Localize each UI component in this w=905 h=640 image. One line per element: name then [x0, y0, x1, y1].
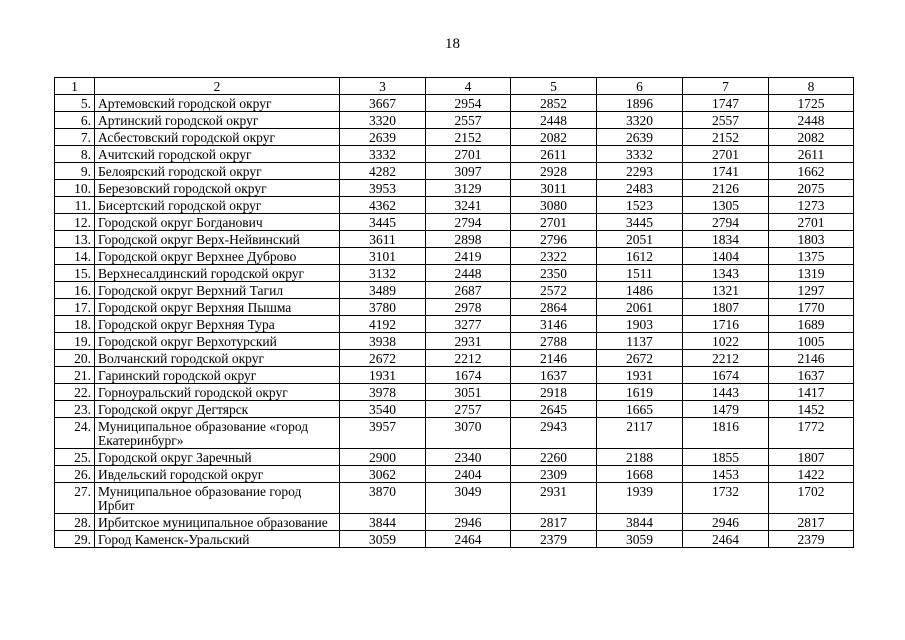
- value-cell-col4: 2701: [426, 146, 511, 163]
- value-cell-col8: 2082: [769, 129, 854, 146]
- table-row: [55, 146, 854, 163]
- value-cell-col8: 1005: [769, 333, 854, 350]
- header-cell-6: 6: [597, 78, 683, 95]
- value-cell-col3: 3667: [340, 95, 426, 112]
- value-cell-col8: 1725: [769, 95, 854, 112]
- row-number: 12.: [55, 214, 95, 231]
- table-row: [55, 129, 854, 146]
- value-cell-col3: 3844: [340, 514, 426, 531]
- table-row: [55, 248, 854, 265]
- municipality-name: Городской округ Верхняя Пышма: [95, 299, 340, 316]
- value-cell-col5: 2788: [511, 333, 597, 350]
- value-cell-col7: 1674: [683, 367, 769, 384]
- header-cell-8: 8: [769, 78, 854, 95]
- value-cell-col8: 2448: [769, 112, 854, 129]
- row-number: 25.: [55, 449, 95, 466]
- municipality-name: Ирбитское муниципальное образование: [95, 514, 340, 531]
- row-number: 26.: [55, 466, 95, 483]
- value-cell-col5: 2852: [511, 95, 597, 112]
- value-cell-col3: 3062: [340, 466, 426, 483]
- municipality-name: Ачитский городской округ: [95, 146, 340, 163]
- value-cell-col5: 2864: [511, 299, 597, 316]
- row-number: 6.: [55, 112, 95, 129]
- row-number: 5.: [55, 95, 95, 112]
- value-cell-col7: 1404: [683, 248, 769, 265]
- value-cell-col7: 2946: [683, 514, 769, 531]
- value-cell-col4: 3277: [426, 316, 511, 333]
- table-row: [55, 265, 854, 282]
- value-cell-col7: 1479: [683, 401, 769, 418]
- value-cell-col4: 2212: [426, 350, 511, 367]
- value-cell-col3: 2639: [340, 129, 426, 146]
- value-cell-col4: 2954: [426, 95, 511, 112]
- value-cell-col7: 1343: [683, 265, 769, 282]
- table-row: [55, 367, 854, 384]
- value-cell-col7: 2794: [683, 214, 769, 231]
- table-row: [55, 214, 854, 231]
- value-cell-col6: 1668: [597, 466, 683, 483]
- value-cell-col4: 3049: [426, 483, 511, 514]
- value-cell-col8: 1770: [769, 299, 854, 316]
- value-cell-col6: 2061: [597, 299, 683, 316]
- table-row: [55, 95, 854, 112]
- row-number: 29.: [55, 531, 95, 548]
- row-number: 15.: [55, 265, 95, 282]
- table-row: [55, 282, 854, 299]
- value-cell-col7: 1807: [683, 299, 769, 316]
- value-cell-col7: 1022: [683, 333, 769, 350]
- page-number: 18: [445, 36, 460, 52]
- municipality-name: Городской округ Верхотурский: [95, 333, 340, 350]
- table-row: [55, 483, 854, 514]
- row-number: 20.: [55, 350, 95, 367]
- value-cell-col8: 1273: [769, 197, 854, 214]
- municipality-name: Городской округ Дегтярск: [95, 401, 340, 418]
- header-cell-7: 7: [683, 78, 769, 95]
- value-cell-col5: 2645: [511, 401, 597, 418]
- value-cell-col7: 2212: [683, 350, 769, 367]
- municipality-name: Горноуральский городской округ: [95, 384, 340, 401]
- value-cell-col5: 1637: [511, 367, 597, 384]
- value-cell-col5: 3146: [511, 316, 597, 333]
- value-cell-col5: 2448: [511, 112, 597, 129]
- value-cell-col3: 3978: [340, 384, 426, 401]
- value-cell-col8: 1417: [769, 384, 854, 401]
- value-cell-col6: 2672: [597, 350, 683, 367]
- value-cell-col4: 2794: [426, 214, 511, 231]
- value-cell-col6: 3844: [597, 514, 683, 531]
- value-cell-col8: 1375: [769, 248, 854, 265]
- value-cell-col3: 3953: [340, 180, 426, 197]
- value-cell-col5: 2309: [511, 466, 597, 483]
- value-cell-col7: 1816: [683, 418, 769, 449]
- value-cell-col6: 3445: [597, 214, 683, 231]
- value-cell-col4: 3129: [426, 180, 511, 197]
- value-cell-col6: 2293: [597, 163, 683, 180]
- row-number: 24.: [55, 418, 95, 449]
- header-cell-4: 4: [426, 78, 511, 95]
- value-cell-col6: 1939: [597, 483, 683, 514]
- value-cell-col5: 2322: [511, 248, 597, 265]
- value-cell-col6: 1903: [597, 316, 683, 333]
- value-cell-col6: 1511: [597, 265, 683, 282]
- row-number: 13.: [55, 231, 95, 248]
- value-cell-col8: 1452: [769, 401, 854, 418]
- table-row: [55, 531, 854, 548]
- value-cell-col8: 1297: [769, 282, 854, 299]
- value-cell-col8: 2379: [769, 531, 854, 548]
- value-cell-col5: 2817: [511, 514, 597, 531]
- value-cell-col5: 2796: [511, 231, 597, 248]
- value-cell-col7: 1305: [683, 197, 769, 214]
- value-cell-col7: 1747: [683, 95, 769, 112]
- value-cell-col8: 2701: [769, 214, 854, 231]
- value-cell-col7: 1834: [683, 231, 769, 248]
- value-cell-col8: 1807: [769, 449, 854, 466]
- row-number: 16.: [55, 282, 95, 299]
- table-header-row: [55, 78, 854, 95]
- value-cell-col7: 1855: [683, 449, 769, 466]
- value-cell-col3: 3938: [340, 333, 426, 350]
- value-cell-col6: 2483: [597, 180, 683, 197]
- value-cell-col6: 1486: [597, 282, 683, 299]
- municipality-name: Белоярский городской округ: [95, 163, 340, 180]
- municipality-name: Городской округ Заречный: [95, 449, 340, 466]
- row-number: 7.: [55, 129, 95, 146]
- value-cell-col5: 2918: [511, 384, 597, 401]
- row-number: 8.: [55, 146, 95, 163]
- municipality-name: Городской округ Верхний Тагил: [95, 282, 340, 299]
- value-cell-col3: 3870: [340, 483, 426, 514]
- value-cell-col3: 2900: [340, 449, 426, 466]
- value-cell-col6: 1612: [597, 248, 683, 265]
- value-cell-col6: 1896: [597, 95, 683, 112]
- value-cell-col3: 3780: [340, 299, 426, 316]
- value-cell-col8: 1689: [769, 316, 854, 333]
- municipality-name: Асбестовский городской округ: [95, 129, 340, 146]
- value-cell-col7: 2464: [683, 531, 769, 548]
- value-cell-col7: 2557: [683, 112, 769, 129]
- value-cell-col5: 2260: [511, 449, 597, 466]
- table-row: [55, 466, 854, 483]
- value-cell-col4: 1674: [426, 367, 511, 384]
- table-row: [55, 112, 854, 129]
- value-cell-col5: 2350: [511, 265, 597, 282]
- municipality-name: Муниципальное образование «город Екатеринбург»: [95, 418, 340, 449]
- value-cell-col6: 2117: [597, 418, 683, 449]
- value-cell-col3: 4362: [340, 197, 426, 214]
- value-cell-col8: 1319: [769, 265, 854, 282]
- value-cell-col4: 2404: [426, 466, 511, 483]
- data-table: [54, 77, 854, 548]
- value-cell-col4: 3070: [426, 418, 511, 449]
- value-cell-col8: 1637: [769, 367, 854, 384]
- municipality-name: Городской округ Верх-Нейвинский: [95, 231, 340, 248]
- value-cell-col4: 2898: [426, 231, 511, 248]
- value-cell-col3: 3611: [340, 231, 426, 248]
- value-cell-col6: 1137: [597, 333, 683, 350]
- row-number: 18.: [55, 316, 95, 333]
- value-cell-col4: 2464: [426, 531, 511, 548]
- header-cell-5: 5: [511, 78, 597, 95]
- value-cell-col4: 3241: [426, 197, 511, 214]
- value-cell-col6: 1665: [597, 401, 683, 418]
- value-cell-col6: 1931: [597, 367, 683, 384]
- value-cell-col7: 1732: [683, 483, 769, 514]
- value-cell-col8: 2611: [769, 146, 854, 163]
- value-cell-col6: 2188: [597, 449, 683, 466]
- municipality-name: Артемовский городской округ: [95, 95, 340, 112]
- value-cell-col4: 2931: [426, 333, 511, 350]
- table-row: [55, 401, 854, 418]
- table-row: [55, 163, 854, 180]
- row-number: 10.: [55, 180, 95, 197]
- row-number: 27.: [55, 483, 95, 514]
- table-row: [55, 299, 854, 316]
- row-number: 21.: [55, 367, 95, 384]
- value-cell-col5: 2379: [511, 531, 597, 548]
- value-cell-col4: 2757: [426, 401, 511, 418]
- value-cell-col7: 2126: [683, 180, 769, 197]
- table-row: [55, 384, 854, 401]
- value-cell-col7: 1741: [683, 163, 769, 180]
- municipality-name: Верхнесалдинский городской округ: [95, 265, 340, 282]
- value-cell-col8: 1702: [769, 483, 854, 514]
- value-cell-col7: 2152: [683, 129, 769, 146]
- value-cell-col5: 2931: [511, 483, 597, 514]
- row-number: 22.: [55, 384, 95, 401]
- value-cell-col5: 2943: [511, 418, 597, 449]
- value-cell-col5: 2572: [511, 282, 597, 299]
- value-cell-col8: 2817: [769, 514, 854, 531]
- table-row: [55, 197, 854, 214]
- municipality-name: Город Каменск-Уральский: [95, 531, 340, 548]
- value-cell-col3: 3059: [340, 531, 426, 548]
- value-cell-col3: 3445: [340, 214, 426, 231]
- row-number: 17.: [55, 299, 95, 316]
- value-cell-col7: 1321: [683, 282, 769, 299]
- value-cell-col5: 2701: [511, 214, 597, 231]
- value-cell-col4: 2152: [426, 129, 511, 146]
- row-number: 28.: [55, 514, 95, 531]
- row-number: 14.: [55, 248, 95, 265]
- value-cell-col6: 1523: [597, 197, 683, 214]
- value-cell-col4: 2687: [426, 282, 511, 299]
- value-cell-col5: 3080: [511, 197, 597, 214]
- table-row: [55, 333, 854, 350]
- value-cell-col6: 2639: [597, 129, 683, 146]
- value-cell-col6: 3320: [597, 112, 683, 129]
- value-cell-col7: 2701: [683, 146, 769, 163]
- value-cell-col3: 3489: [340, 282, 426, 299]
- value-cell-col8: 1422: [769, 466, 854, 483]
- value-cell-col7: 1716: [683, 316, 769, 333]
- municipality-name: Артинский городской округ: [95, 112, 340, 129]
- value-cell-col3: 3957: [340, 418, 426, 449]
- municipality-name: Городской округ Верхнее Дуброво: [95, 248, 340, 265]
- row-number: 19.: [55, 333, 95, 350]
- value-cell-col3: 3540: [340, 401, 426, 418]
- value-cell-col5: 2082: [511, 129, 597, 146]
- header-cell-1: 1: [55, 78, 95, 95]
- table-row: [55, 350, 854, 367]
- value-cell-col4: 2557: [426, 112, 511, 129]
- value-cell-col6: 3332: [597, 146, 683, 163]
- value-cell-col4: 2946: [426, 514, 511, 531]
- value-cell-col4: 3097: [426, 163, 511, 180]
- table-row: [55, 180, 854, 197]
- value-cell-col8: 1803: [769, 231, 854, 248]
- header-cell-3: 3: [340, 78, 426, 95]
- row-number: 9.: [55, 163, 95, 180]
- value-cell-col4: 2448: [426, 265, 511, 282]
- value-cell-col3: 4282: [340, 163, 426, 180]
- table-row: [55, 514, 854, 531]
- municipality-name: Березовский городской округ: [95, 180, 340, 197]
- value-cell-col3: 4192: [340, 316, 426, 333]
- value-cell-col6: 1619: [597, 384, 683, 401]
- row-number: 23.: [55, 401, 95, 418]
- value-cell-col6: 3059: [597, 531, 683, 548]
- value-cell-col3: 3132: [340, 265, 426, 282]
- table-row: [55, 449, 854, 466]
- value-cell-col3: 3101: [340, 248, 426, 265]
- municipality-name: Бисертский городской округ: [95, 197, 340, 214]
- municipality-name: Муниципальное образование город Ирбит: [95, 483, 340, 514]
- value-cell-col3: 3320: [340, 112, 426, 129]
- table-row: [55, 231, 854, 248]
- table-row: [55, 418, 854, 449]
- municipality-name: Городской округ Верхняя Тура: [95, 316, 340, 333]
- value-cell-col7: 1443: [683, 384, 769, 401]
- municipality-name: Волчанский городской округ: [95, 350, 340, 367]
- municipality-name: Городской округ Богданович: [95, 214, 340, 231]
- table-body: [55, 78, 854, 548]
- value-cell-col5: 2146: [511, 350, 597, 367]
- table-row: [55, 316, 854, 333]
- value-cell-col3: 2672: [340, 350, 426, 367]
- value-cell-col4: 2419: [426, 248, 511, 265]
- row-number: 11.: [55, 197, 95, 214]
- value-cell-col8: 2146: [769, 350, 854, 367]
- header-cell-2: 2: [95, 78, 340, 95]
- value-cell-col3: 1931: [340, 367, 426, 384]
- value-cell-col8: 1662: [769, 163, 854, 180]
- value-cell-col5: 3011: [511, 180, 597, 197]
- value-cell-col5: 2611: [511, 146, 597, 163]
- value-cell-col6: 2051: [597, 231, 683, 248]
- value-cell-col8: 2075: [769, 180, 854, 197]
- value-cell-col4: 2978: [426, 299, 511, 316]
- value-cell-col4: 3051: [426, 384, 511, 401]
- municipality-name: Ивдельский городской округ: [95, 466, 340, 483]
- municipality-name: Гаринский городской округ: [95, 367, 340, 384]
- value-cell-col8: 1772: [769, 418, 854, 449]
- value-cell-col4: 2340: [426, 449, 511, 466]
- value-cell-col7: 1453: [683, 466, 769, 483]
- value-cell-col3: 3332: [340, 146, 426, 163]
- value-cell-col5: 2928: [511, 163, 597, 180]
